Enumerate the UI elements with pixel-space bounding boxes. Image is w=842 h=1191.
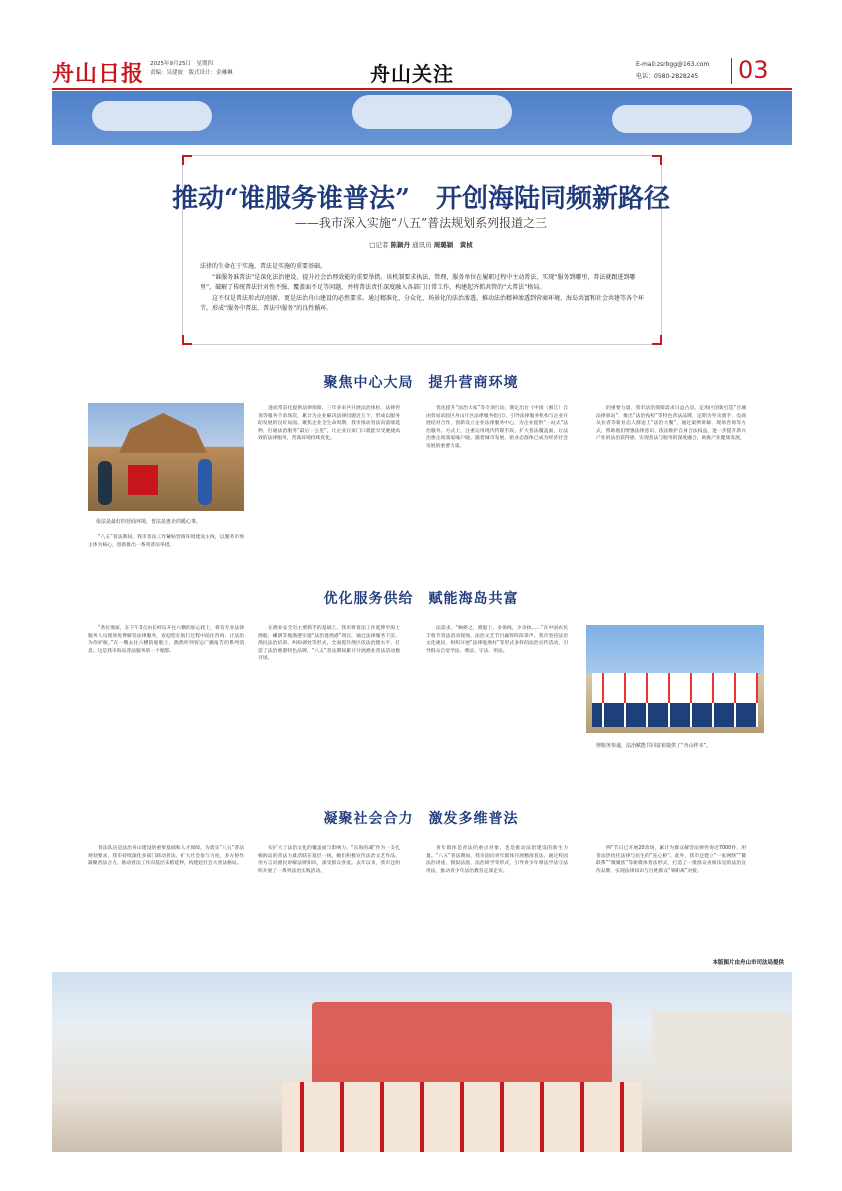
lead-p3: 这不仅是普法形式的创新，更是法治舟山建设的必然要求。通过精准化、分众化、场景化的法治渗透，推动法治精神渗透到营商环境、海岛共富和社会共建等各个环节，形成“服务中普法、普法中服务”的良性循环。: [200, 295, 645, 312]
lead-p1: 法律的生命在于实施，普法是实施的重要基础。: [200, 263, 327, 270]
section1-col4: [596, 405, 746, 552]
byline-reporter: 陈颖丹: [390, 241, 411, 249]
section1-col2: [258, 405, 400, 552]
newspaper-logo: 舟山日报: [52, 61, 145, 87]
issue-date: 2025年9月25日 星期四: [150, 61, 213, 67]
section2-col2-text: 在渔业安全有主要抓手的基础上，我市将普法工作延伸至海上渔船，嵊泗等地渔港实施“法治进渔港”项目，通过法律服务下沉、渔民法治培训、纠纷调处等形式，全面提升渔区依法治理水平，打造了法治渔港特色品牌，“八五”普法期间累计开展渔业普法活动数百场。: [258, 626, 400, 661]
header-divider: [731, 58, 732, 84]
subheadline: ——我市深入实施“八五”普法规划系列报道之三: [294, 216, 548, 230]
photo-credit: 本版图片由舟山市司法局提供: [712, 960, 784, 966]
section2-caption: 律服务快递，法治赋能共同富裕提供了“舟山样本”。: [596, 743, 712, 749]
section1-caption: 依法是最好的营商环境，普法是惠企的暖心事。: [96, 519, 202, 525]
section1-col3: [426, 405, 568, 552]
byline: [0, 240, 842, 249]
section1-col2-text: 进而常态化提供法律保障，三年多来共开展法治体检、法律咨询等服务千余场次，累计为企业解决法律问题近万个，形成以服务助发展的良好局面。聚焦企业全生命周期，我市推动普法向前端延伸，打通法治服务“最后一公里”，让企业在家门口就能享受便捷高效的法律服务，营商环境持续优化。: [258, 406, 400, 441]
section2-col3: [426, 625, 568, 815]
section-title: 舟山关注: [370, 62, 454, 86]
section3-col2: [258, 845, 400, 980]
headline: 推动“谁服务谁普法” 开创海陆同频新路径: [172, 184, 670, 214]
section2-heading: 优化服务供给 赋能海岛共富: [323, 591, 519, 607]
section3-col2-text: 实扩大了法治文化的覆盖面与影响力。“东海的魂”作为一支扎根海岛的普法力量活跃在基层一线，她们积极宣传法治文艺作品，用方言向渔民讲解法律知识，深受群众喜爱。去年以来，我市还组织开展了一系列法治实践活动。: [258, 846, 400, 874]
section2-photo: [586, 625, 764, 733]
section3-col4: [596, 845, 746, 970]
contact-phone: 电话：0580-2828245: [636, 73, 699, 80]
section1-col1-text: “八五”普法期间，我市普法工作紧贴营商环境建设主线，以服务市场主体为核心，创新推出一系列普法举措。: [88, 535, 244, 548]
section3-col1: [88, 845, 244, 980]
section2-col1: [88, 625, 244, 815]
section3-heading: 凝聚社会合力 激发多维普法: [323, 811, 519, 827]
section1-col1: [88, 534, 244, 550]
lead-paragraphs: [200, 262, 644, 315]
bottom-photo: [52, 972, 792, 1152]
byline-mid: 通讯员: [412, 241, 432, 249]
section2-col2: [258, 625, 400, 815]
section3-col3: [426, 845, 568, 980]
section2-col1-text: “各位渔家，在下午3点由长峙岛开往六横的加心轮上，将有专业法律服务人员现场免费解答法律服务，欢迎您在航行过程中前往咨询，让法治为你护航。”在一艘去往六横的船舶上，偶然听到客运广播报告的系列消息。这是我市海岛普法服务的一个缩影。: [88, 626, 244, 654]
byline-correspondents: 周璐颖 黄桢: [433, 241, 473, 249]
section3-col4-text: 例“节日已开展20余场，累计为群众解答法律咨询近7000件，用普法热忱托法律与民生的“连心桥”。此外，我市还建立“一张网络”“微联系”“微聚焦”等新媒体普法形式，打造了一批群众喜闻乐见的法治宣传品牌，实现法律知识与百姓群众“零距离”对接。: [596, 846, 746, 874]
lead-p2: “谁服务谁普法”是深化法治建设、提升社会治理效能的重要举措。该机制要求执法、管理、服务单位在履职过程中主动普法，实现“服务到哪里，普法就跟进到哪里”，破解了传统普法针对性不强、覆盖面不足等问题，并将普法责任深度融入各部门日常工作，构建起齐抓共管的“大普法”格局。: [200, 274, 636, 291]
section1-col3-text: 优化提升“法治大家”等专项行动，制定出台《中国（浙江）自由贸易试验区舟山片区法律服务指引》，引导法律服务机构与企业开展结对合作，创新设立企业法律服务中心，为企业提供“一站式”法治服务。方式上，注重运用现代传媒手段，扩大普法覆盖面，让法治惠企政策家喻户晓。随着城市发展，新业态群体已成为经济社会发展的重要力量。: [426, 406, 568, 449]
section2-col3-text: 法需求。“枫桥之，渔船上，多条线，少争执……”在中国农民丰收节普法活动现场，法治文艺节目赢得阵阵掌声。我市坚持法治文化惠民，组织开展“法律进渔村”等形式多样的法治宣传活动，引导群众自觉学法、尊法、守法、用法。: [426, 626, 568, 654]
issue-meta: [150, 60, 233, 78]
section1-heading: 聚焦中心大局 提升营商环境: [323, 375, 519, 391]
page-number: 03: [738, 56, 769, 84]
section3-col3-text: 青年群体是普法的重点对象，也是推动法治建设的新生力量。“八五”普法期间，我市面向青年群体开展精准普法，通过校园法治讲座、模拟法庭、法治研学等形式，引导青少年尊法学法守法用法，推动青少年法治教育走深走实。: [426, 846, 568, 874]
issue-editor: 责编：吴建波 版式设计：金琳琳: [150, 70, 233, 76]
byline-prefix: □记者: [369, 241, 389, 249]
contact-email[interactable]: E-mail:zsrbgg@163.com: [636, 61, 710, 68]
section3-col1-text: 普法队伍是法治舟山建设的重要基础和人才保障。为落实“八五”普法规划要求，我市持续深化多部门联动普法，扩大社会参与力度，多方协作凝聚普法合力，推动普法工作向基层末梢延伸，构建起社会大普法格局。: [88, 846, 244, 866]
header-rule: [52, 88, 792, 90]
contact-info: [636, 59, 709, 83]
section1-photo: [88, 403, 244, 511]
section1-col4-text: 的重要力量，我市法治保障需求日益凸显。定海区创新打造“百城法律驿站”，推出“法治夜校”等特色普法品牌，定期为外卖骑手、电商从业者等新业态人群送上“法治大餐”，通过案例讲解、现场咨询等方式，帮助他们增强法律意识、依法维护自身合法权益，进一步提升新兴产业的法治获得感，实现普法与服务的深度融合，助推产业健康发展。: [596, 406, 746, 441]
